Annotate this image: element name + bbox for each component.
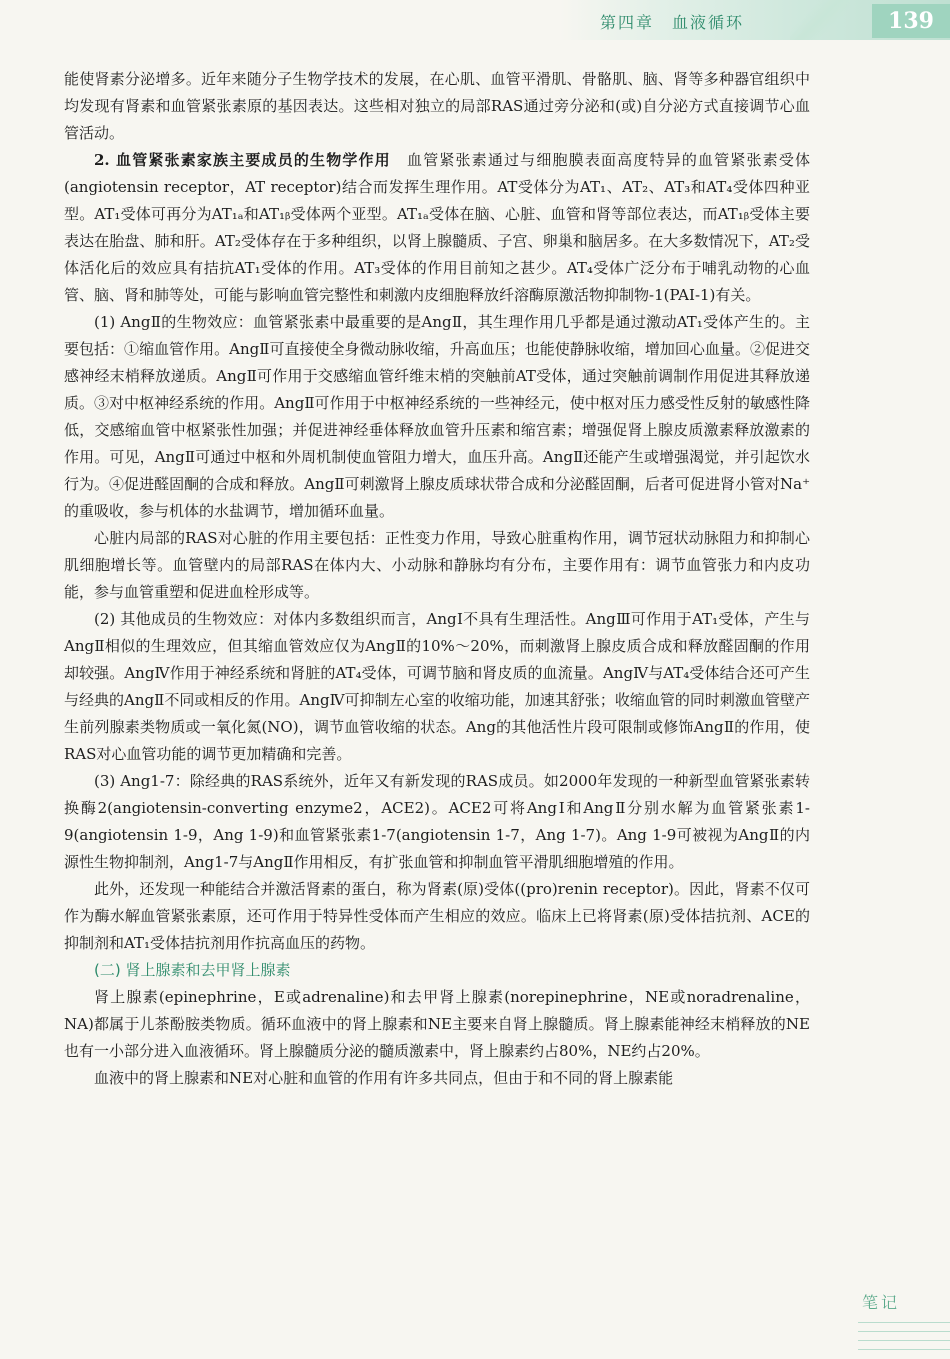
subsection-heading: 2. 血管紧张素家族主要成员的生物学作用	[94, 151, 391, 169]
notes-lines	[858, 1314, 950, 1354]
section-heading-text: (二) 肾上腺素和去甲肾上腺素	[94, 961, 291, 979]
main-text	[64, 66, 810, 1092]
notes-label: 笔记	[862, 1293, 901, 1312]
paragraph: 血液中的肾上腺素和NE对心脏和血管的作用有许多共同点，但由于和不同的肾上腺素能	[94, 1069, 674, 1087]
paragraph: (2) 其他成员的生物效应：对体内多数组织而言，AngⅠ不具有生理活性。AngⅢ可作用于AT₁受体，产生与AngⅡ相似的生理效应，但其缩血管效应仅为AngⅡ的10%～20%，而刺激肾上腺皮质合成和释放醛固酮的作用却较强。AngⅣ作用于神经系统和肾脏的AT₄受体，可调节脑和肾皮质的血流量。AngⅣ与AT₄受体结合还可产生与经典的AngⅡ不同或相反的作用。AngⅣ可抑制左心室的收缩功能，加速其舒张；收缩血管的同时刺激血管壁产生前列腺素类物质或一氧化氮(NO)，调节血管收缩的状态。Ang的其他活性片段可限制或修饰AngⅡ的作用，使RAS对心血管功能的调节更加精确和完善。	[64, 610, 810, 763]
section-heading	[64, 957, 810, 984]
paragraph: (3) Ang1-7：除经典的RAS系统外，近年又有新发现的RAS成员。如2000年发现的一种新型血管紧张素转换酶2(angiotensin-converting enzyme2，ACE2)。ACE2可将AngⅠ和AngⅡ分别水解为血管紧张素1-9(angiotensin 1-9，Ang 1-9)和血管紧张素1-7(angiotensin 1-7，Ang 1-7)。Ang 1-9可被视为AngⅡ的内源性生物抑制剂，Ang1-7与AngⅡ作用相反，有扩张血管和抑制血管平滑肌细胞增殖的作用。	[64, 772, 810, 871]
paragraph: 能使肾素分泌增多。近年来随分子生物学技术的发展，在心肌、血管平滑肌、骨骼肌、脑、肾等多种器官组织中均发现有肾素和血管紧张素原的基因表达。这些相对独立的局部RAS通过旁分泌和(或)自分泌方式直接调节心血管活动。	[64, 70, 810, 142]
paragraph: 心脏内局部的RAS对心脏的作用主要包括：正性变力作用，导致心脏重构作用，调节冠状动脉阻力和抑制心肌细胞增长等。血管壁内的局部RAS在体内大、小动脉和静脉均有分布，主要作用有：调节血管张力和内皮功能，参与血管重塑和促进血栓形成等。	[64, 529, 810, 601]
chapter-title: 第四章 血液循环	[600, 13, 745, 32]
page-number: 139	[872, 4, 950, 38]
paragraph-body: 血管紧张素通过与细胞膜表面高度特异的血管紧张素受体(angiotensin receptor，AT receptor)结合而发挥生理作用。AT受体分为AT₁、AT₂、AT₃和AT₄受体四种亚型。AT₁受体可再分为AT₁ₐ和AT₁ᵦ受体两个亚型。AT₁ₐ受体在脑、心脏、血管和肾等部位表达，而AT₁ᵦ受体主要表达在胎盘、肺和肝。AT₂受体存在于多种组织，以肾上腺髓质、子宫、卵巢和脑居多。在大多数情况下，AT₂受体活化后的效应具有拮抗AT₁受体的作用。AT₃受体的作用目前知之甚少。AT₄受体广泛分布于哺乳动物的心血管、脑、肾和肺等处，可能与影响血管完整性和刺激内皮细胞释放纤溶酶原激活物抑制物-1(PAI-1)有关。	[64, 151, 810, 304]
paragraph	[64, 147, 810, 309]
paragraph: 此外，还发现一种能结合并激活肾素的蛋白，称为肾素(原)受体((pro)renin receptor)。因此，肾素不仅可作为酶水解血管紧张素原，还可作用于特异性受体而产生相应的效应。临床上已将肾素(原)受体拮抗剂、ACE的抑制剂和AT₁受体拮抗剂用作抗高血压的药物。	[64, 880, 810, 952]
paragraph: 肾上腺素(epinephrine，E或adrenaline)和去甲肾上腺素(norepinephrine，NE或noradrenaline，NA)都属于儿茶酚胺类物质。循环血液中的肾上腺素和NE主要来自肾上腺髓质。肾上腺素能神经末梢释放的NE也有一小部分进入血液循环。肾上腺髓质分泌的髓质激素中，肾上腺素约占80%，NE约占20%。	[64, 988, 810, 1060]
header-decoration	[790, 0, 850, 40]
paragraph: (1) AngⅡ的生物效应：血管紧张素中最重要的是AngⅡ，其生理作用几乎都是通过激动AT₁受体产生的。主要包括：①缩血管作用。AngⅡ可直接使全身微动脉收缩，升高血压；也能使静脉收缩，增加回心血量。②促进交感神经末梢释放递质。AngⅡ可作用于交感缩血管纤维末梢的突触前AT受体，通过突触前调制作用促进其释放递质。③对中枢神经系统的作用。AngⅡ可作用于中枢神经系统的一些神经元，使中枢对压力感受性反射的敏感性降低，交感缩血管中枢紧张性加强；并促进神经垂体释放血管升压素和缩宫素；增强促肾上腺皮质激素释放激素的作用。可见，AngⅡ可通过中枢和外周机制使血管阻力增大，血压升高。AngⅡ还能产生或增强渴觉，并引起饮水行为。④促进醛固酮的合成和释放。AngⅡ可刺激肾上腺皮质球状带合成和分泌醛固酮，后者可促进肾小管对Na⁺的重吸收，参与机体的水盐调节，增加循环血量。	[64, 313, 810, 520]
